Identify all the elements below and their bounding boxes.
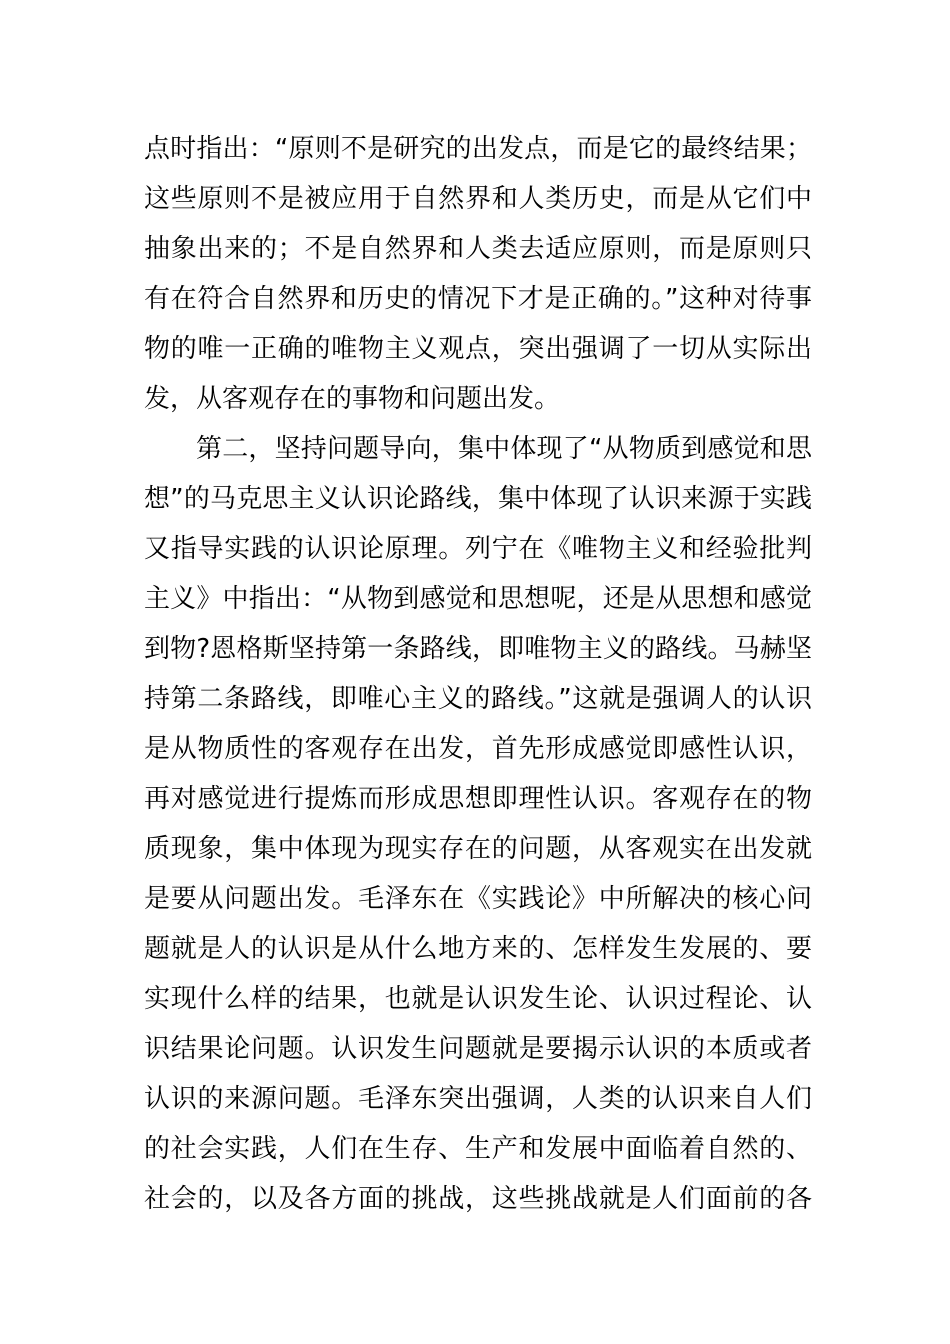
- text-line: 认识的来源问题。毛泽东突出强调，人类的认识来自人们: [144, 1084, 812, 1114]
- text-line: 主义》中指出：“从物到感觉和思想呢，还是从思想和感觉: [144, 584, 812, 614]
- text-line: 到物?恩格斯坚持第一条路线，即唯物主义的路线。马赫坚: [144, 634, 812, 664]
- text-line: 的社会实践，人们在生存、生产和发展中面临着自然的、: [144, 1134, 812, 1164]
- text-line: 物的唯一正确的唯物主义观点，突出强调了一切从实际出: [144, 334, 812, 364]
- text-line: 又指导实践的认识论原理。列宁在《唯物主义和经验批判: [144, 534, 812, 564]
- text-line: 识结果论问题。认识发生问题就是要揭示认识的本质或者: [144, 1034, 812, 1064]
- text-line: 是从物质性的客观存在出发，首先形成感觉即感性认识，: [144, 734, 812, 764]
- text-line: 题就是人的认识是从什么地方来的、怎样发生发展的、要: [144, 934, 812, 964]
- text-line: 发，从客观存在的事物和问题出发。: [144, 384, 561, 414]
- body-text: [144, 124, 812, 1224]
- text-line: 实现什么样的结果，也就是认识发生论、认识过程论、认: [144, 984, 812, 1014]
- text-line: 有在符合自然界和历史的情况下才是正确的。”这种对待事: [144, 284, 812, 314]
- text-line: 这些原则不是被应用于自然界和人类历史，而是从它们中: [144, 184, 812, 214]
- text-line: 第二，坚持问题导向，集中体现了“从物质到感觉和思: [196, 434, 812, 464]
- text-line: 想”的马克思主义认识论路线，集中体现了认识来源于实践: [144, 484, 812, 514]
- text-line: 抽象出来的；不是自然界和人类去适应原则，而是原则只: [144, 234, 812, 264]
- text-line: 再对感觉进行提炼而形成思想即理性认识。客观存在的物: [144, 784, 812, 814]
- text-line: 点时指出：“原则不是研究的出发点，而是它的最终结果；: [144, 134, 812, 164]
- text-line: 持第二条路线，即唯心主义的路线。”这就是强调人的认识: [144, 684, 812, 714]
- text-line: 社会的，以及各方面的挑战，这些挑战就是人们面前的各: [144, 1184, 812, 1214]
- text-line: 质现象，集中体现为现实存在的问题，从客观实在出发就: [144, 834, 812, 864]
- text-line: 是要从问题出发。毛泽东在《实践论》中所解决的核心问: [144, 884, 812, 914]
